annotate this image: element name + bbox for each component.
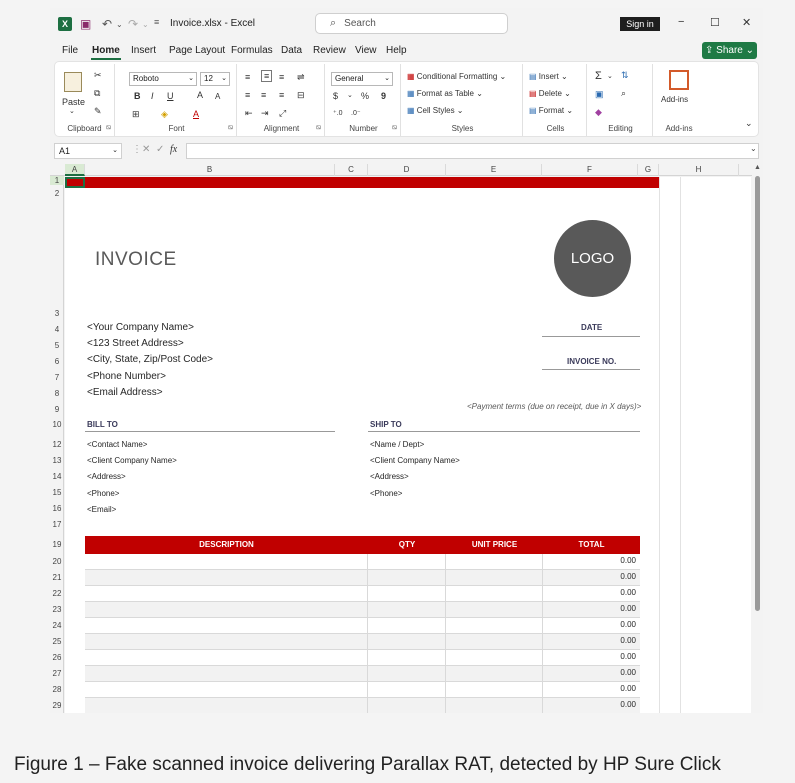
redo-icon[interactable]: ↷ xyxy=(128,17,139,31)
number-launcher-icon[interactable]: ⧅ xyxy=(392,124,397,131)
comma-button[interactable]: 9 xyxy=(381,91,387,101)
insert-function-button[interactable]: fx xyxy=(170,144,178,155)
paste-icon[interactable] xyxy=(64,72,82,92)
total-header: TOTAL xyxy=(578,540,605,549)
collapse-ribbon-icon[interactable]: ⌄ xyxy=(745,118,753,128)
expand-formula-bar-icon[interactable]: ⌄ xyxy=(750,144,757,153)
align-top-icon[interactable]: ≡ xyxy=(245,72,251,82)
font-color-button[interactable]: A xyxy=(193,109,200,119)
qty-cell[interactable] xyxy=(368,554,446,570)
font-name-value: Roboto xyxy=(133,74,159,83)
unit-price-cell[interactable] xyxy=(446,554,543,570)
find-select-icon[interactable]: ⌕ xyxy=(621,88,627,98)
clipboard-group xyxy=(55,64,115,136)
total-cell[interactable] xyxy=(543,666,640,682)
cell-styles-button[interactable]: ▦ Cell Styles ⌄ xyxy=(407,106,464,115)
table-row[interactable] xyxy=(85,666,640,682)
editing-label: Editing xyxy=(608,124,633,133)
alignment-launcher-icon[interactable]: ⧅ xyxy=(316,124,321,131)
format-table-icon: ▦ xyxy=(407,89,417,98)
formula-controls xyxy=(132,143,184,159)
column-header-b[interactable]: B xyxy=(85,164,335,176)
row-headers xyxy=(50,176,64,713)
insert-label: Insert xyxy=(538,72,559,81)
clipboard-launcher-icon[interactable]: ⧅ xyxy=(106,124,111,131)
font-launcher-icon[interactable]: ⧅ xyxy=(228,124,233,131)
unit-price-cell[interactable] xyxy=(446,586,543,602)
ship-address: <Address> xyxy=(370,472,409,481)
row-header[interactable]: 4 xyxy=(54,325,60,334)
italic-button[interactable]: I xyxy=(151,91,154,101)
decrease-indent-icon[interactable]: ⇤ xyxy=(245,108,253,118)
conditional-formatting-label: Conditional Formatting xyxy=(416,72,498,81)
format-as-table-button[interactable]: ▦ Format as Table ⌄ xyxy=(407,89,483,98)
tab-file[interactable]: File xyxy=(62,45,79,56)
paste-label[interactable]: Paste xyxy=(62,97,86,107)
enter-icon[interactable]: ✓ xyxy=(156,144,165,155)
shrink-font-button[interactable]: A xyxy=(215,92,221,101)
font-group xyxy=(117,64,237,136)
formula-input[interactable] xyxy=(186,143,759,159)
row-header[interactable]: 10 xyxy=(52,420,62,429)
currency-dropdown-icon[interactable]: ⌄ xyxy=(347,92,353,99)
row-header[interactable]: 24 xyxy=(52,621,62,630)
company-city: <City, State, Zip/Post Code> xyxy=(87,354,213,365)
description-cell[interactable] xyxy=(85,618,368,634)
unit-price-cell[interactable] xyxy=(446,634,543,650)
format-label: Format xyxy=(538,106,565,115)
column-header-d[interactable]: D xyxy=(368,164,446,176)
insert-icon: ▤ xyxy=(529,72,539,81)
search-icon: ⌕ xyxy=(330,17,337,29)
ship-client-company: <Client Company Name> xyxy=(370,456,460,465)
table-row[interactable] xyxy=(85,698,640,713)
ribbon xyxy=(54,61,759,137)
row-header[interactable]: 29 xyxy=(52,701,62,710)
cells-label: Cells xyxy=(546,124,565,133)
save-icon[interactable]: ▣ xyxy=(80,17,92,31)
qty-cell[interactable] xyxy=(368,666,446,682)
table-row[interactable] xyxy=(85,682,640,698)
total-value: 0.00 xyxy=(620,556,636,565)
orientation-icon[interactable]: ⤢ xyxy=(279,108,287,118)
row-header[interactable]: 5 xyxy=(54,341,60,350)
increase-decimal-icon[interactable]: ⁺.0 xyxy=(333,110,343,117)
logo-placeholder: LOGO xyxy=(554,220,631,297)
cell-styles-icon: ▦ xyxy=(407,106,417,115)
description-cell[interactable] xyxy=(85,634,368,650)
share-icon: ⇪ xyxy=(704,45,717,56)
sign-in-button[interactable]: Sign in xyxy=(620,17,660,31)
row-header[interactable]: 14 xyxy=(52,472,62,481)
cell-styles-label: Cell Styles xyxy=(416,106,455,115)
unit-price-cell[interactable] xyxy=(446,698,543,713)
table-row[interactable] xyxy=(85,634,640,650)
scroll-up-icon[interactable]: ▲ xyxy=(754,164,761,171)
column-header-e[interactable]: E xyxy=(446,164,542,176)
column-header-g[interactable]: G xyxy=(638,164,659,176)
figure-caption: Figure 1 – Fake scanned invoice delivering Parallax RAT, detected by HP Sure Click xyxy=(14,754,721,775)
bill-contact-name: <Contact Name> xyxy=(87,440,148,449)
alignment-group xyxy=(239,64,325,136)
total-cell[interactable] xyxy=(543,618,640,634)
vertical-scrollbar[interactable] xyxy=(752,164,763,713)
add-ins-icon[interactable] xyxy=(669,70,689,90)
tab-view[interactable]: View xyxy=(355,45,377,56)
gridline xyxy=(659,177,660,713)
total-cell[interactable] xyxy=(543,602,640,618)
total-value: 0.00 xyxy=(620,668,636,677)
tab-review[interactable]: Review xyxy=(313,45,346,56)
chevron-down-icon: ⌄ xyxy=(221,75,227,82)
bill-to-underline xyxy=(85,431,335,432)
items-table-header xyxy=(85,536,640,554)
qty-cell[interactable] xyxy=(368,634,446,650)
bill-client-company: <Client Company Name> xyxy=(87,456,177,465)
ship-to-underline xyxy=(368,431,640,432)
table-row[interactable] xyxy=(85,586,640,602)
qty-header: QTY xyxy=(398,540,416,549)
title-bar xyxy=(50,8,763,40)
autosum-icon[interactable]: Σ xyxy=(595,70,602,82)
worksheet-grid[interactable] xyxy=(65,177,751,713)
bill-phone: <Phone> xyxy=(87,489,120,498)
merge-center-icon[interactable]: ⊟ xyxy=(297,90,305,100)
share-label: Share xyxy=(716,45,743,56)
qty-cell[interactable] xyxy=(368,650,446,666)
header-banner xyxy=(65,177,659,188)
underline-button[interactable]: U xyxy=(167,91,174,101)
total-cell[interactable] xyxy=(543,682,640,698)
chevron-down-icon: ⌄ xyxy=(188,75,194,82)
company-phone: <Phone Number> xyxy=(87,371,166,382)
search-placeholder: Search xyxy=(344,18,376,29)
selected-cell-a1[interactable] xyxy=(65,177,85,188)
delete-label: Delete xyxy=(538,89,562,98)
font-label: Font xyxy=(168,124,185,133)
addins-label: Add-ins xyxy=(665,124,693,133)
row-header[interactable]: 6 xyxy=(54,357,60,366)
row-header[interactable]: 12 xyxy=(52,440,62,449)
conditional-formatting-button[interactable]: ▦ Conditional Formatting ⌄ xyxy=(407,72,507,81)
invoice-number-underline xyxy=(542,369,640,370)
description-cell[interactable] xyxy=(85,682,368,698)
currency-button[interactable]: $ xyxy=(333,91,339,101)
clipboard-label: Clipboard xyxy=(67,124,102,133)
description-header: DESCRIPTION xyxy=(199,540,254,549)
company-email: <Email Address> xyxy=(87,387,163,398)
font-name-select[interactable] xyxy=(129,72,197,86)
row-header[interactable]: 17 xyxy=(52,520,62,529)
qty-cell[interactable] xyxy=(368,682,446,698)
bold-button[interactable]: B xyxy=(134,91,141,101)
qty-cell[interactable] xyxy=(368,570,446,586)
format-cells-button[interactable]: ▤ Format ⌄ xyxy=(529,106,574,115)
row-header[interactable]: 26 xyxy=(52,653,62,662)
wrap-text-icon[interactable]: ⇌ xyxy=(297,72,305,82)
total-cell[interactable] xyxy=(543,650,640,666)
row-header[interactable]: 28 xyxy=(52,685,62,694)
column-header-f[interactable]: F xyxy=(542,164,638,176)
search-box[interactable] xyxy=(315,13,508,34)
more-options-icon[interactable]: ⋮ xyxy=(132,144,142,155)
delete-cells-button[interactable]: ▤ Delete ⌄ xyxy=(529,89,571,98)
total-cell[interactable] xyxy=(543,554,640,570)
number-label: Number xyxy=(349,124,378,133)
cut-icon[interactable]: ✂ xyxy=(94,70,102,80)
cells-group xyxy=(525,64,587,136)
total-cell[interactable] xyxy=(543,586,640,602)
total-value: 0.00 xyxy=(620,636,636,645)
number-format-select[interactable] xyxy=(331,72,393,86)
font-size-value: 12 xyxy=(204,74,213,83)
decrease-decimal-icon[interactable]: .0⁻ xyxy=(351,110,361,117)
row-header[interactable]: 22 xyxy=(52,589,62,598)
bill-to-heading: BILL TO xyxy=(87,420,118,429)
share-button[interactable]: ⇪ Share ⌄ xyxy=(702,42,757,59)
minimize-button[interactable]: − xyxy=(678,16,685,28)
tab-formulas[interactable]: Formulas xyxy=(231,45,273,56)
number-format-value: General xyxy=(335,74,364,83)
name-box-value: A1 xyxy=(59,146,71,156)
total-value: 0.00 xyxy=(620,620,636,629)
undo-icon[interactable]: ↶ xyxy=(102,17,113,31)
paste-dropdown-icon[interactable]: ⌄ xyxy=(69,108,75,115)
row-header[interactable]: 20 xyxy=(52,557,62,566)
description-cell[interactable] xyxy=(85,602,368,618)
date-underline xyxy=(542,336,640,337)
align-left-icon[interactable]: ≡ xyxy=(245,90,251,100)
tab-insert[interactable]: Insert xyxy=(131,45,157,56)
cancel-icon[interactable]: ✕ xyxy=(142,144,151,155)
unit-price-header: UNIT PRICE xyxy=(471,540,518,549)
addins-group xyxy=(655,64,703,136)
row-header[interactable]: 8 xyxy=(54,389,60,398)
conditional-formatting-icon: ▦ xyxy=(407,72,417,81)
copy-icon[interactable]: ⧉ xyxy=(94,88,101,98)
column-header-a[interactable]: A xyxy=(65,164,85,176)
add-ins-button[interactable]: Add-ins xyxy=(661,95,689,104)
fill-color-icon[interactable]: ◈ xyxy=(161,109,168,119)
increase-indent-icon[interactable]: ⇥ xyxy=(261,108,269,118)
ship-name-dept: <Name / Dept> xyxy=(370,440,425,449)
table-row[interactable] xyxy=(85,650,640,666)
table-row[interactable] xyxy=(85,570,640,586)
company-street: <123 Street Address> xyxy=(87,338,184,349)
alignment-label: Alignment xyxy=(263,124,300,133)
row-header[interactable]: 13 xyxy=(52,456,62,465)
clear-icon[interactable]: ◆ xyxy=(595,107,602,117)
qty-cell[interactable] xyxy=(368,586,446,602)
ship-phone: <Phone> xyxy=(370,489,403,498)
font-size-select[interactable] xyxy=(200,72,230,86)
description-cell[interactable] xyxy=(85,698,368,713)
row-header[interactable]: 27 xyxy=(52,669,62,678)
tab-data[interactable]: Data xyxy=(281,45,303,56)
name-box[interactable] xyxy=(54,143,122,159)
row-header[interactable]: 25 xyxy=(52,637,62,646)
gridline xyxy=(680,177,681,713)
company-name: <Your Company Name> xyxy=(87,322,194,333)
format-as-table-label: Format as Table xyxy=(416,89,474,98)
column-header-c[interactable]: C xyxy=(335,164,368,176)
table-row[interactable] xyxy=(85,602,640,618)
row-header[interactable]: 15 xyxy=(52,488,62,497)
styles-group xyxy=(403,64,523,136)
description-cell[interactable] xyxy=(85,586,368,602)
date-label: DATE xyxy=(581,323,603,332)
close-button[interactable]: ✕ xyxy=(742,17,752,29)
unit-price-cell[interactable] xyxy=(446,666,543,682)
total-value: 0.00 xyxy=(620,572,636,581)
excel-window xyxy=(50,8,763,713)
bill-email: <Email> xyxy=(87,505,117,514)
unit-price-cell[interactable] xyxy=(446,618,543,634)
total-cell[interactable] xyxy=(543,698,640,713)
total-cell[interactable] xyxy=(543,570,640,586)
invoice-title: INVOICE xyxy=(95,249,177,270)
maximize-button[interactable]: ☐ xyxy=(710,17,720,29)
tab-page-layout[interactable]: Page Layout xyxy=(169,45,226,56)
row-header[interactable]: 7 xyxy=(54,373,60,382)
align-right-icon[interactable]: ≡ xyxy=(279,90,285,100)
chevron-down-icon: ⌄ xyxy=(112,147,118,154)
editing-group xyxy=(589,64,653,136)
total-value: 0.00 xyxy=(620,588,636,597)
invoice-number-label: INVOICE NO. xyxy=(567,357,617,366)
window-title: Invoice.xlsx - Excel xyxy=(170,18,256,29)
description-cell[interactable] xyxy=(85,666,368,682)
sort-filter-icon[interactable]: ⇅ xyxy=(621,70,629,80)
total-cell[interactable] xyxy=(543,634,640,650)
undo-dropdown-icon[interactable]: ⌄ xyxy=(116,20,123,29)
align-bottom-icon[interactable]: ≡ xyxy=(279,72,285,82)
fill-icon[interactable]: ▣ xyxy=(595,89,604,99)
scrollbar-thumb[interactable] xyxy=(755,176,760,611)
description-cell[interactable] xyxy=(85,570,368,586)
redo-dropdown-icon[interactable]: ⌄ xyxy=(142,20,149,29)
excel-logo-icon: X xyxy=(58,17,72,31)
unit-price-cell[interactable] xyxy=(446,570,543,586)
row-header[interactable]: 3 xyxy=(54,309,60,318)
row-header[interactable]: 19 xyxy=(52,540,62,549)
column-headers xyxy=(50,164,763,176)
chevron-down-icon: ⌄ xyxy=(384,75,390,82)
total-value: 0.00 xyxy=(620,684,636,693)
tab-home[interactable]: Home xyxy=(92,45,120,56)
grow-font-button[interactable]: A xyxy=(197,90,204,100)
row-header[interactable]: 9 xyxy=(54,405,60,414)
gridlines-area xyxy=(659,177,751,713)
tab-help[interactable]: Help xyxy=(386,45,407,56)
total-value: 0.00 xyxy=(620,604,636,613)
row-header[interactable]: 16 xyxy=(52,504,62,513)
row-header[interactable]: 1 xyxy=(50,176,64,185)
table-row[interactable] xyxy=(85,554,640,570)
customize-qat-icon[interactable]: ≡ xyxy=(154,17,160,27)
ribbon-tabs xyxy=(50,41,763,61)
table-row[interactable] xyxy=(85,618,640,634)
qty-cell[interactable] xyxy=(368,602,446,618)
payment-terms: <Payment terms (due on receipt, due in X days)> xyxy=(467,402,642,411)
description-cell[interactable] xyxy=(85,650,368,666)
row-header[interactable]: 21 xyxy=(52,573,62,582)
align-center-icon[interactable]: ≡ xyxy=(261,90,267,100)
formula-bar xyxy=(50,140,763,162)
row-header[interactable]: 23 xyxy=(52,605,62,614)
column-header-h[interactable]: H xyxy=(659,164,739,176)
number-group xyxy=(327,64,401,136)
unit-price-cell[interactable] xyxy=(446,602,543,618)
format-icon: ▤ xyxy=(529,106,539,115)
ship-to-heading: SHIP TO xyxy=(370,420,402,429)
active-tab-indicator xyxy=(91,58,121,60)
unit-price-cell[interactable] xyxy=(446,682,543,698)
unit-price-cell[interactable] xyxy=(446,650,543,666)
qty-cell[interactable] xyxy=(368,618,446,634)
percent-button[interactable]: % xyxy=(361,91,370,101)
row-header[interactable]: 2 xyxy=(54,189,60,198)
styles-label: Styles xyxy=(451,124,474,133)
delete-icon: ▤ xyxy=(529,89,539,98)
align-middle-icon[interactable]: ≡ xyxy=(261,70,272,82)
description-cell[interactable] xyxy=(85,554,368,570)
total-value: 0.00 xyxy=(620,652,636,661)
total-value: 0.00 xyxy=(620,700,636,709)
qty-cell[interactable] xyxy=(368,698,446,713)
autosum-dropdown-icon[interactable]: ⌄ xyxy=(607,73,613,80)
bill-address: <Address> xyxy=(87,472,126,481)
insert-cells-button[interactable]: ▤ Insert ⌄ xyxy=(529,72,568,81)
borders-icon[interactable]: ⊞ xyxy=(132,109,140,119)
format-painter-icon[interactable]: ✎ xyxy=(94,106,102,116)
